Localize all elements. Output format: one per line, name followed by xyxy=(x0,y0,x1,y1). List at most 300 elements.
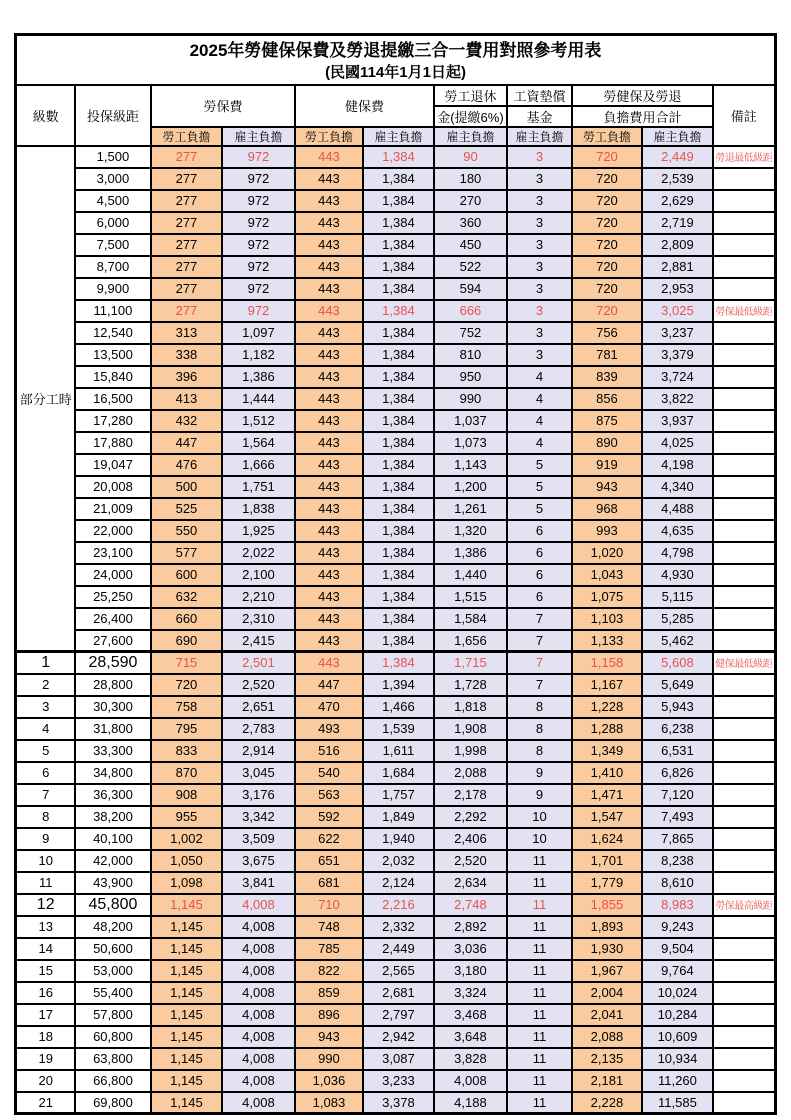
fee-cell: 470 xyxy=(295,696,363,718)
fee-cell: 856 xyxy=(572,388,642,410)
fee-cell: 1,145 xyxy=(151,960,222,982)
fee-cell: 443 xyxy=(295,234,363,256)
fee-cell: 710 xyxy=(295,894,363,916)
fee-cell: 277 xyxy=(151,190,222,212)
fee-cell: 1,073 xyxy=(434,432,507,454)
fee-cell: 443 xyxy=(295,146,363,168)
bracket-cell: 53,000 xyxy=(75,960,151,982)
table-row xyxy=(16,476,775,498)
bracket-cell: 6,000 xyxy=(75,212,151,234)
fee-cell: 7,865 xyxy=(642,828,713,850)
fee-cell: 1,818 xyxy=(434,696,507,718)
fee-cell: 6,238 xyxy=(642,718,713,740)
fee-cell: 4 xyxy=(507,388,572,410)
bracket-cell: 13,500 xyxy=(75,344,151,366)
col-header-pension-2: 金(提繳6%) xyxy=(434,106,507,127)
fee-cell: 2,748 xyxy=(434,894,507,916)
fee-cell: 3,828 xyxy=(434,1048,507,1070)
fee-cell: 4,008 xyxy=(222,960,295,982)
fee-cell: 715 xyxy=(151,652,222,674)
fee-cell: 4,008 xyxy=(222,916,295,938)
bracket-cell: 17,280 xyxy=(75,410,151,432)
fee-cell: 3,724 xyxy=(642,366,713,388)
fee-cell: 720 xyxy=(151,674,222,696)
fee-cell: 443 xyxy=(295,344,363,366)
fee-cell: 2,310 xyxy=(222,608,295,630)
fee-cell: 890 xyxy=(572,432,642,454)
fee-cell: 443 xyxy=(295,278,363,300)
fee-cell: 10 xyxy=(507,828,572,850)
fee-cell: 1,145 xyxy=(151,894,222,916)
fee-cell: 3,233 xyxy=(363,1070,434,1092)
subheader-wage-fund-employer: 雇主負擔 xyxy=(507,127,572,146)
bracket-cell: 22,000 xyxy=(75,520,151,542)
fee-cell: 3,468 xyxy=(434,1004,507,1026)
fee-cell: 270 xyxy=(434,190,507,212)
fee-cell: 1,547 xyxy=(572,806,642,828)
bracket-cell: 9,900 xyxy=(75,278,151,300)
fee-cell: 4,008 xyxy=(222,894,295,916)
fee-cell: 3,675 xyxy=(222,850,295,872)
fee-cell: 1,384 xyxy=(363,652,434,674)
fee-cell: 1,098 xyxy=(151,872,222,894)
note-cell xyxy=(713,696,775,718)
fee-cell: 3,180 xyxy=(434,960,507,982)
fee-cell: 1,471 xyxy=(572,784,642,806)
fee-cell: 875 xyxy=(572,410,642,432)
table-row xyxy=(16,212,775,234)
table-row xyxy=(16,542,775,564)
fee-cell: 1,624 xyxy=(572,828,642,850)
fee-cell: 443 xyxy=(295,388,363,410)
fee-cell: 720 xyxy=(572,256,642,278)
note-cell xyxy=(713,916,775,938)
fee-cell: 1,133 xyxy=(572,630,642,652)
note-cell xyxy=(713,1070,775,1092)
note-cell xyxy=(713,850,775,872)
fee-cell: 2,292 xyxy=(434,806,507,828)
bracket-cell: 36,300 xyxy=(75,784,151,806)
note-cell xyxy=(713,1026,775,1048)
bracket-cell: 17,880 xyxy=(75,432,151,454)
fee-cell: 2,520 xyxy=(434,850,507,872)
fee-cell: 9 xyxy=(507,784,572,806)
level-cell: 12 xyxy=(16,894,75,916)
note-cell xyxy=(713,234,775,256)
fee-cell: 972 xyxy=(222,300,295,322)
fee-cell: 1,384 xyxy=(363,410,434,432)
table-row xyxy=(16,190,775,212)
table-row xyxy=(16,498,775,520)
fee-cell: 443 xyxy=(295,432,363,454)
fee-cell: 1,145 xyxy=(151,1070,222,1092)
fee-cell: 7,120 xyxy=(642,784,713,806)
fee-cell: 1,440 xyxy=(434,564,507,586)
table-row xyxy=(16,278,775,300)
fee-cell: 1,083 xyxy=(295,1092,363,1114)
fee-cell: 1,908 xyxy=(434,718,507,740)
level-cell: 15 xyxy=(16,960,75,982)
fee-cell: 1,384 xyxy=(363,542,434,564)
note-cell xyxy=(713,454,775,476)
subheader-health-employee: 勞工負擔 xyxy=(295,127,363,146)
fee-cell: 1,684 xyxy=(363,762,434,784)
fee-cell: 8,983 xyxy=(642,894,713,916)
fee-cell: 5,943 xyxy=(642,696,713,718)
fee-cell: 1,779 xyxy=(572,872,642,894)
fee-cell: 3 xyxy=(507,168,572,190)
col-header-note: 備註 xyxy=(713,85,775,146)
table-row xyxy=(16,366,775,388)
bracket-cell: 57,800 xyxy=(75,1004,151,1026)
fee-cell: 447 xyxy=(151,432,222,454)
fee-cell: 1,167 xyxy=(572,674,642,696)
fee-cell: 5 xyxy=(507,476,572,498)
fee-cell: 11 xyxy=(507,938,572,960)
fee-cell: 5 xyxy=(507,498,572,520)
fee-cell: 1,584 xyxy=(434,608,507,630)
table-row xyxy=(16,322,775,344)
fee-cell: 2,449 xyxy=(642,146,713,168)
fee-cell: 2,449 xyxy=(363,938,434,960)
level-cell: 2 xyxy=(16,674,75,696)
fee-cell: 443 xyxy=(295,410,363,432)
fee-cell: 990 xyxy=(434,388,507,410)
fee-cell: 2,100 xyxy=(222,564,295,586)
fee-cell: 3,937 xyxy=(642,410,713,432)
bracket-cell: 26,400 xyxy=(75,608,151,630)
bracket-cell: 48,200 xyxy=(75,916,151,938)
fee-cell: 908 xyxy=(151,784,222,806)
fee-cell: 1,855 xyxy=(572,894,642,916)
fee-cell: 4,025 xyxy=(642,432,713,454)
fee-cell: 972 xyxy=(222,190,295,212)
fee-cell: 1,384 xyxy=(363,366,434,388)
fee-cell: 10,024 xyxy=(642,982,713,1004)
fee-cell: 10 xyxy=(507,806,572,828)
fee-cell: 8 xyxy=(507,696,572,718)
note-cell xyxy=(713,322,775,344)
fee-cell: 493 xyxy=(295,718,363,740)
fee-cell: 859 xyxy=(295,982,363,1004)
col-header-wage-fund-1: 工資墊償 xyxy=(507,85,572,106)
fee-cell: 720 xyxy=(572,190,642,212)
fee-cell: 2,041 xyxy=(572,1004,642,1026)
table-row xyxy=(16,718,775,740)
fee-cell: 1,386 xyxy=(222,366,295,388)
fee-cell: 594 xyxy=(434,278,507,300)
level-cell: 14 xyxy=(16,938,75,960)
table-row xyxy=(16,388,775,410)
fee-cell: 443 xyxy=(295,190,363,212)
fee-cell: 443 xyxy=(295,256,363,278)
fee-cell: 870 xyxy=(151,762,222,784)
table-row xyxy=(16,938,775,960)
table-row xyxy=(16,410,775,432)
bracket-cell: 21,009 xyxy=(75,498,151,520)
fee-cell: 3,025 xyxy=(642,300,713,322)
table-row xyxy=(16,784,775,806)
fee-cell: 943 xyxy=(295,1026,363,1048)
bracket-cell: 23,100 xyxy=(75,542,151,564)
fee-cell: 2,332 xyxy=(363,916,434,938)
fee-cell: 3 xyxy=(507,212,572,234)
fee-cell: 11 xyxy=(507,850,572,872)
fee-cell: 8,238 xyxy=(642,850,713,872)
fee-cell: 2,088 xyxy=(434,762,507,784)
fee-cell: 972 xyxy=(222,278,295,300)
fee-cell: 6 xyxy=(507,586,572,608)
fee-cell: 4,008 xyxy=(222,1048,295,1070)
fee-cell: 1,410 xyxy=(572,762,642,784)
fee-cell: 1,145 xyxy=(151,1092,222,1114)
fee-cell: 7 xyxy=(507,674,572,696)
col-header-total-1: 勞健保及勞退 xyxy=(572,85,713,106)
fee-cell: 2,881 xyxy=(642,256,713,278)
table-row xyxy=(16,234,775,256)
col-header-total-2: 負擔費用合計 xyxy=(572,106,713,127)
bracket-cell: 63,800 xyxy=(75,1048,151,1070)
fee-cell: 3,176 xyxy=(222,784,295,806)
fee-cell: 3,822 xyxy=(642,388,713,410)
fee-cell: 432 xyxy=(151,410,222,432)
fee-cell: 1,384 xyxy=(363,564,434,586)
fee-cell: 443 xyxy=(295,212,363,234)
fee-cell: 2,539 xyxy=(642,168,713,190)
fee-cell: 660 xyxy=(151,608,222,630)
fee-cell: 822 xyxy=(295,960,363,982)
table-row xyxy=(16,828,775,850)
fee-cell: 11 xyxy=(507,894,572,916)
fee-cell: 622 xyxy=(295,828,363,850)
fee-cell: 690 xyxy=(151,630,222,652)
page-title: 2025年勞健保保費及勞退提繳三合一費用對照參考用表 xyxy=(189,41,602,60)
fee-cell: 1,037 xyxy=(434,410,507,432)
fee-cell: 2,520 xyxy=(222,674,295,696)
fee-cell: 781 xyxy=(572,344,642,366)
level-cell: 5 xyxy=(16,740,75,762)
level-cell: 7 xyxy=(16,784,75,806)
table-row xyxy=(16,696,775,718)
fee-cell: 1,838 xyxy=(222,498,295,520)
subheader-pension-employer: 雇主負擔 xyxy=(434,127,507,146)
fee-cell: 4 xyxy=(507,410,572,432)
fee-cell: 1,967 xyxy=(572,960,642,982)
fee-cell: 522 xyxy=(434,256,507,278)
fee-cell: 839 xyxy=(572,366,642,388)
level-cell: 16 xyxy=(16,982,75,1004)
fee-cell: 720 xyxy=(572,278,642,300)
fee-cell: 896 xyxy=(295,1004,363,1026)
fee-cell: 1,200 xyxy=(434,476,507,498)
fee-cell: 3,342 xyxy=(222,806,295,828)
note-cell xyxy=(713,498,775,520)
fee-cell: 2,651 xyxy=(222,696,295,718)
fee-cell: 443 xyxy=(295,366,363,388)
fee-cell: 1,384 xyxy=(363,234,434,256)
fee-cell: 1,043 xyxy=(572,564,642,586)
subheader-total-employee: 勞工負擔 xyxy=(572,127,642,146)
fee-cell: 1,384 xyxy=(363,212,434,234)
fee-cell: 2,719 xyxy=(642,212,713,234)
fee-cell: 447 xyxy=(295,674,363,696)
fee-cell: 2,210 xyxy=(222,586,295,608)
fee-cell: 1,998 xyxy=(434,740,507,762)
fee-cell: 6 xyxy=(507,520,572,542)
fee-cell: 758 xyxy=(151,696,222,718)
fee-cell: 4,008 xyxy=(222,938,295,960)
fee-cell: 1,930 xyxy=(572,938,642,960)
fee-cell: 277 xyxy=(151,300,222,322)
fee-cell: 1,925 xyxy=(222,520,295,542)
note-cell xyxy=(713,806,775,828)
table-row xyxy=(16,1070,775,1092)
fee-cell: 2,022 xyxy=(222,542,295,564)
level-cell: 17 xyxy=(16,1004,75,1026)
fee-cell: 720 xyxy=(572,168,642,190)
bracket-cell: 40,100 xyxy=(75,828,151,850)
fee-cell: 1,384 xyxy=(363,146,434,168)
title-cell xyxy=(16,35,775,85)
level-cell: 13 xyxy=(16,916,75,938)
fee-cell: 1,384 xyxy=(363,586,434,608)
fee-cell: 4 xyxy=(507,432,572,454)
fee-cell: 651 xyxy=(295,850,363,872)
fee-cell: 180 xyxy=(434,168,507,190)
fee-cell: 3,087 xyxy=(363,1048,434,1070)
table-row xyxy=(16,344,775,366)
fee-cell: 2,681 xyxy=(363,982,434,1004)
note-cell xyxy=(713,366,775,388)
fee-cell: 11,260 xyxy=(642,1070,713,1092)
fee-cell: 1,384 xyxy=(363,476,434,498)
table-row xyxy=(16,960,775,982)
fee-cell: 7 xyxy=(507,608,572,630)
fee-cell: 3,379 xyxy=(642,344,713,366)
fee-cell: 3,378 xyxy=(363,1092,434,1114)
fee-cell: 1,394 xyxy=(363,674,434,696)
fee-cell: 4,008 xyxy=(222,1070,295,1092)
fee-cell: 3,324 xyxy=(434,982,507,1004)
note-cell xyxy=(713,190,775,212)
fee-cell: 972 xyxy=(222,212,295,234)
note-cell xyxy=(713,674,775,696)
fee-cell: 5 xyxy=(507,454,572,476)
fee-cell: 11 xyxy=(507,916,572,938)
fee-cell: 5,115 xyxy=(642,586,713,608)
fee-cell: 1,384 xyxy=(363,432,434,454)
fee-cell: 2,892 xyxy=(434,916,507,938)
col-header-bracket: 投保級距 xyxy=(75,85,151,146)
fee-cell: 413 xyxy=(151,388,222,410)
fee-cell: 3 xyxy=(507,256,572,278)
fee-cell: 1,656 xyxy=(434,630,507,652)
fee-cell: 443 xyxy=(295,454,363,476)
level-cell: 6 xyxy=(16,762,75,784)
level-cell: 3 xyxy=(16,696,75,718)
header-row-1 xyxy=(16,85,775,106)
bracket-cell: 28,800 xyxy=(75,674,151,696)
fee-cell: 1,097 xyxy=(222,322,295,344)
fee-cell: 6,826 xyxy=(642,762,713,784)
fee-cell: 443 xyxy=(295,564,363,586)
fee-cell: 1,666 xyxy=(222,454,295,476)
fee-cell: 3 xyxy=(507,146,572,168)
bracket-cell: 45,800 xyxy=(75,894,151,916)
fee-cell: 720 xyxy=(572,300,642,322)
fee-cell: 1,539 xyxy=(363,718,434,740)
note-cell xyxy=(713,542,775,564)
fee-cell: 4,798 xyxy=(642,542,713,564)
fee-cell: 443 xyxy=(295,498,363,520)
fee-cell: 11 xyxy=(507,960,572,982)
note-cell xyxy=(713,1092,775,1114)
fee-cell: 2,004 xyxy=(572,982,642,1004)
fee-cell: 720 xyxy=(572,234,642,256)
fee-cell: 1,145 xyxy=(151,1004,222,1026)
fee-cell: 443 xyxy=(295,542,363,564)
page-subtitle: (民國114年1月1日起) xyxy=(325,63,466,81)
table-body xyxy=(16,146,775,1114)
fee-cell: 6 xyxy=(507,564,572,586)
fee-cell: 1,564 xyxy=(222,432,295,454)
bracket-cell: 24,000 xyxy=(75,564,151,586)
note-cell: 勞退最低級距 xyxy=(713,146,775,168)
bracket-cell: 28,590 xyxy=(75,652,151,674)
level-cell: 4 xyxy=(16,718,75,740)
bracket-cell: 69,800 xyxy=(75,1092,151,1114)
fee-cell: 2,942 xyxy=(363,1026,434,1048)
table-row xyxy=(16,1048,775,1070)
fee-cell: 1,158 xyxy=(572,652,642,674)
fee-cell: 1,444 xyxy=(222,388,295,410)
fee-cell: 396 xyxy=(151,366,222,388)
fee-cell: 1,386 xyxy=(434,542,507,564)
fee-cell: 1,384 xyxy=(363,520,434,542)
fee-cell: 748 xyxy=(295,916,363,938)
note-cell xyxy=(713,960,775,982)
fee-cell: 443 xyxy=(295,520,363,542)
fee-cell: 1,384 xyxy=(363,454,434,476)
fee-cell: 525 xyxy=(151,498,222,520)
fee-cell: 11,585 xyxy=(642,1092,713,1114)
table-row xyxy=(16,520,775,542)
fee-cell: 1,145 xyxy=(151,1026,222,1048)
fee-cell: 2,914 xyxy=(222,740,295,762)
note-cell xyxy=(713,564,775,586)
bracket-cell: 4,500 xyxy=(75,190,151,212)
fee-cell: 4,008 xyxy=(222,1026,295,1048)
bracket-cell: 3,000 xyxy=(75,168,151,190)
fee-cell: 3 xyxy=(507,300,572,322)
fee-cell: 972 xyxy=(222,168,295,190)
fee-cell: 3,045 xyxy=(222,762,295,784)
level-cell: 11 xyxy=(16,872,75,894)
fee-cell: 2,565 xyxy=(363,960,434,982)
fee-cell: 1,466 xyxy=(363,696,434,718)
fee-cell: 666 xyxy=(434,300,507,322)
fee-cell: 4,008 xyxy=(434,1070,507,1092)
subheader-total-employer: 雇主負擔 xyxy=(642,127,713,146)
bracket-cell: 25,250 xyxy=(75,586,151,608)
table-row xyxy=(16,586,775,608)
fee-cell: 1,849 xyxy=(363,806,434,828)
bracket-cell: 34,800 xyxy=(75,762,151,784)
fee-cell: 9,243 xyxy=(642,916,713,938)
fee-cell: 1,384 xyxy=(363,498,434,520)
level-cell: 20 xyxy=(16,1070,75,1092)
fee-cell: 540 xyxy=(295,762,363,784)
